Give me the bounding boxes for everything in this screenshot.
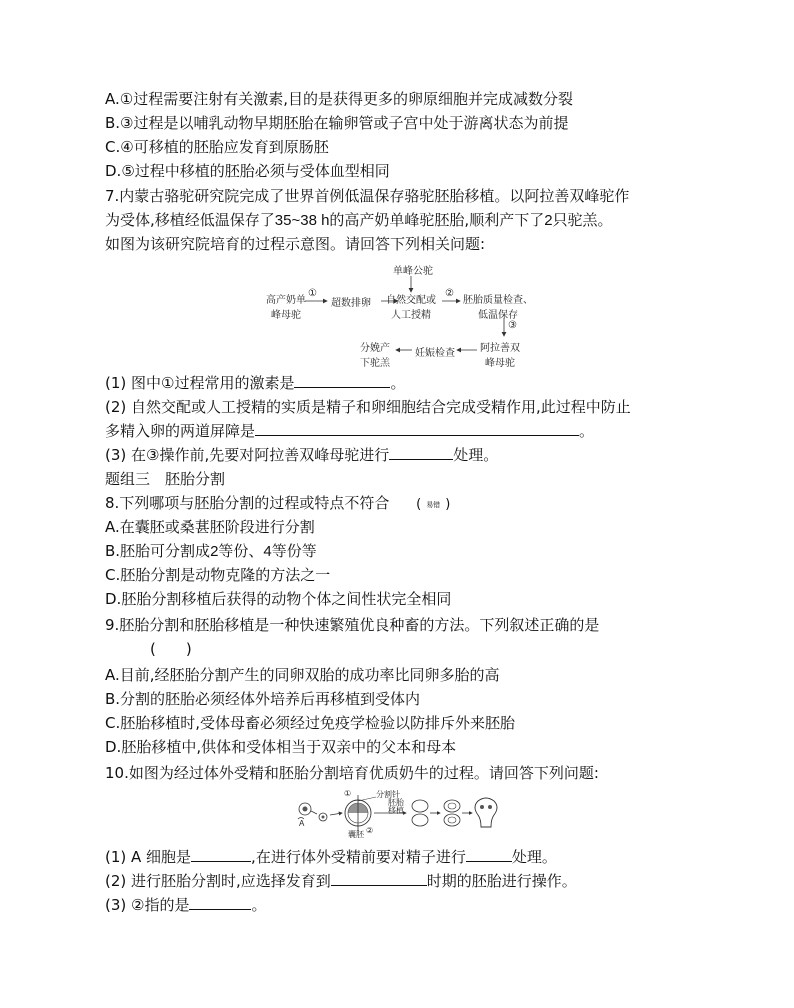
q6-option-d: D.⑤过程中移植的胚胎必须与受体血型相同	[105, 162, 390, 180]
q7-node-pregnancy-check: 妊娠检查	[415, 348, 455, 359]
q7-part3	[105, 444, 498, 466]
q7-text: 的高产奶单峰驼胚胎,顺利产下了	[329, 211, 545, 229]
q9-option-c: C.胚胎移植时,受体母畜必须经过免疫学检验以防排斥外来胚胎	[105, 714, 516, 732]
q6-option-b: B.③过程是以哺乳动物早期胚胎在输卵管或子宫中处于游离状态为前提	[105, 114, 569, 132]
q7-node-fertilization-line1: 自然交配或	[386, 295, 436, 306]
q10-label-transfer	[388, 799, 404, 815]
q7-node-sire: 单峰公驼	[393, 266, 433, 277]
q10-part3-end: 。	[251, 896, 267, 914]
q8-error-prone-tag: 易错	[426, 500, 441, 509]
q10-part1-end: 处理。	[511, 848, 557, 866]
q10-part2	[105, 870, 577, 892]
q10-label-transfer-line2: 移植	[388, 806, 404, 815]
q7-duration: 35~38 h	[274, 212, 330, 229]
q7-node-embryo-check-line2: 低温保存	[478, 310, 518, 321]
q7-part2-line1: (2) 自然交配或人工授精的实质是精子和卵细胞结合完成受精作用,此过程中防止	[105, 398, 631, 416]
q7-node-recipient-line2: 峰母驼	[485, 358, 515, 369]
q7-node-superovulation: 超数排卵	[331, 298, 371, 309]
q8-option-b	[105, 540, 317, 563]
q7-part2-text: 多精入卵的两道屏障是	[105, 422, 256, 440]
q7-part2-line2	[105, 420, 594, 442]
q7-part1-blank[interactable]	[294, 373, 390, 388]
q7-node-recipient	[480, 339, 520, 369]
q7-step-2: ②	[445, 288, 454, 299]
q10-diagram-drawing	[296, 789, 516, 841]
q7-part1-end: 。	[390, 374, 406, 392]
q10-part2-text: (2) 进行胚胎分割时,应选择发育到	[105, 872, 331, 890]
q7-text: 只驼羔。	[552, 211, 613, 229]
q9-option-d: D.胚胎移植中,供体和受体相当于双亲中的父本和母本	[105, 738, 457, 756]
q8-option-a: A.在囊胚或桑葚胚阶段进行分割	[105, 518, 315, 536]
q10-part3-text: (3) ②指的是	[105, 896, 190, 914]
q7-node-donor	[266, 291, 306, 321]
q7-part1	[105, 372, 405, 394]
q10-label-knife: 分割针	[376, 790, 400, 799]
q9-stem: 9.胚胎分割和胚胎移植是一种快速繁殖优良种畜的方法。下列叙述正确的是	[105, 616, 600, 634]
q9-option-b: B.分割的胚胎必须经体外培养后再移植到受体内	[105, 690, 421, 708]
q10-step-2: ②	[366, 826, 374, 835]
q10-part1-blank2[interactable]	[466, 847, 512, 862]
q7-node-donor-line1: 高产奶单	[266, 295, 306, 306]
q8-stem-text: 8.下列哪项与胚胎分割的过程或特点不符合	[105, 494, 390, 512]
q7-node-fertilization	[386, 291, 436, 321]
q8-option-b-text: B.胚胎可分割成	[105, 542, 211, 560]
q7-count: 2	[544, 212, 553, 229]
q7-node-embryo-check-line1: 胚胎质量检查、	[463, 295, 533, 306]
q8-option-b-num: 4	[263, 543, 272, 560]
q7-part3-text: (3) 在③操作前,先要对阿拉善双峰母驼进行	[105, 446, 390, 464]
q7-part3-blank[interactable]	[389, 445, 453, 460]
q7-step-1: ①	[308, 288, 317, 299]
section-heading-group3: 题组三 胚胎分割	[105, 470, 226, 488]
q10-part3-blank[interactable]	[189, 895, 251, 910]
q7-part2-end: 。	[579, 422, 595, 440]
q7-process-diagram	[255, 258, 555, 368]
q7-part3-end: 处理。	[453, 446, 499, 464]
q7-text: 为受体,移植经低温保存了	[105, 211, 275, 229]
q10-stem: 10.如图为经过体外受精和胚胎分割培育优质奶牛的过程。请回答下列问题:	[105, 764, 599, 782]
q7-part2-blank[interactable]	[255, 421, 579, 436]
q10-label-a: A	[299, 819, 305, 828]
q7-node-birth-line1: 分娩产	[360, 343, 390, 354]
q10-label-blastocyst: 囊胚	[348, 830, 364, 839]
q10-part1-blank1[interactable]	[191, 847, 251, 862]
q7-node-embryo-check	[463, 291, 533, 321]
q10-part1-text: (1) A 细胞是	[105, 848, 192, 866]
q10-step-1: ①	[344, 789, 352, 798]
q9-answer-paren: ( )	[150, 640, 192, 658]
q7-stem-line3: 如图为该研究院培育的过程示意图。请回答下列相关问题:	[105, 235, 486, 253]
q10-part1	[105, 846, 557, 868]
q7-node-birth-line2: 下驼羔	[360, 358, 390, 369]
q9-option-a: A.目前,经胚胎分割产生的同卵双胎的成功率比同卵多胎的高	[105, 666, 500, 684]
q6-option-a: A.①过程需要注射有关激素,目的是获得更多的卵原细胞并完成减数分裂	[105, 90, 573, 108]
q7-node-birth	[360, 339, 390, 369]
q10-part1-text: ,在进行体外受精前要对精子进行	[251, 848, 466, 866]
q10-part2-blank[interactable]	[331, 871, 427, 886]
q8-option-c: C.胚胎分割是动物克隆的方法之一	[105, 566, 331, 584]
q8-option-b-text: 等份、	[218, 542, 264, 560]
q8-stem	[105, 492, 450, 516]
q10-part3	[105, 894, 266, 916]
q8-option-b-num: 2	[210, 543, 219, 560]
q10-part2-end: 时期的胚胎进行操作。	[426, 872, 577, 890]
q7-part1-text: (1) 图中①过程常用的激素是	[105, 374, 295, 392]
q8-option-b-text: 等份等	[271, 542, 317, 560]
q7-node-donor-line2: 峰母驼	[271, 310, 301, 321]
q6-option-c: C.④可移植的胚胎应发育到原肠胚	[105, 138, 329, 156]
q10-label-transfer-line1: 胚胎	[388, 798, 404, 807]
q8-option-d: D.胚胎分割移植后获得的动物个体之间性状完全相同	[105, 590, 452, 608]
q7-node-fertilization-line2: 人工授精	[391, 310, 431, 321]
q7-node-recipient-line1: 阿拉善双	[480, 343, 520, 354]
q7-stem-line2	[105, 209, 613, 232]
q8-answer-paren: ( 易错 )	[416, 497, 450, 512]
q7-step-3: ③	[508, 320, 517, 331]
q10-process-diagram	[296, 789, 516, 841]
q7-stem-line1: 7.内蒙古骆驼研究院完成了世界首例低温保存骆驼胚胎移植。以阿拉善双峰驼作	[105, 187, 630, 205]
